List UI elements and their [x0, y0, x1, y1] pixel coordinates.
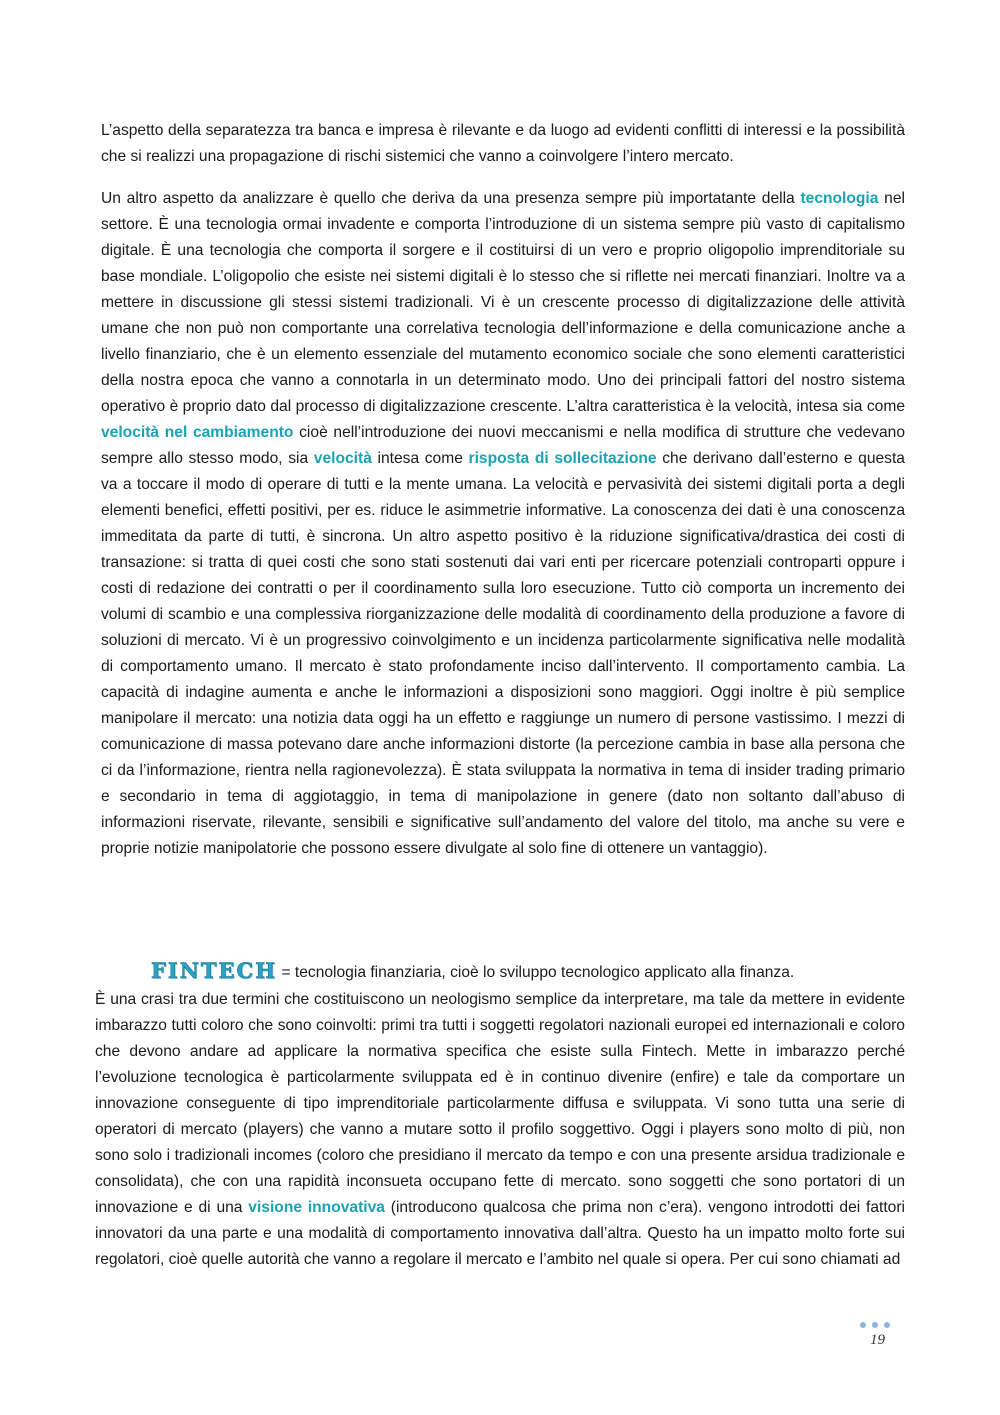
fintech-definition: = tecnologia finanziaria, cioè lo sviluppo tecnologico applicato alla finanza.	[277, 964, 795, 981]
paragraph-separatezza	[101, 118, 905, 170]
text-run: che derivano dall’esterno e questa va a toccare il modo di operare di tutti e la mente umana. La velocità e pervasività dei sistemi digitali porta a degli elementi benefici, effetti positivi, per es. riduce le asimmetrie informative. La conoscenza dei dati è una conoscenza immeditata da parte di tutti, è sincrona. Un altro aspetto positivo è la riduzione significativa/drastica dei costi di transazione: si tratta di quei costi che sono stati sostenuti dai vari enti per ricercare potenziali controparti oppure i costi di redazione dei contratti o per il coordinamento sulla loro esecuzione. Tutto ciò comporta un incremento dei volumi di scambio e una complessiva riorganizzazione delle modalità di coordinamento della produzione a favore di soluzioni di mercato. Vi è un progressivo coinvolgimento e un incidenza particolarmente significativa nelle modalità di comportamento umano. Il mercato è stato profondamente inciso dall’intervento. Il comportamento cambia. La capacità di indagine aumenta e anche le informazioni a disposizioni sono maggiori. Oggi inoltre è più semplice manipolare il mercato: una notizia data oggi ha un effetto e raggiunge un numero di persone vastissimo. I mezzi di comunicazione di massa potevano dare anche informazioni distorte (la percezione cambia in base alla persona che ci da l’informazione, rientra nella ragionevolezza). È stata sviluppata la normativa in tema di insider trading primario e secondario in tema di aggiotaggio, in tema di manipolazione in genere (dato non soltanto dall’abuso di informazioni riservate, rilevante, sensibili e significative sull’andamento del valore del titolo, ma anche su vere e proprie notizie manipolatorie che possono essere divulgate al solo fine di ottenere un vantaggio).	[101, 450, 905, 857]
highlight-tecnologia: tecnologia	[800, 190, 879, 207]
highlight-risposta-sollecitazione: risposta di sollecitazione	[468, 450, 657, 467]
fintech-logo: FINTECH	[151, 958, 278, 983]
text-run: intesa come	[371, 450, 469, 467]
dot	[860, 1322, 866, 1328]
text-run: È una crasi tra due termini che costituiscono un neologismo semplice da interpretare, ma tale da mettere in evidente imbarazzo tutti coloro che sono coinvolti: primi tra tutti i soggetti regolatori nazionali europei ed internazionali e coloro che devono andare ad applicare la normativa specifica che esiste sulla Fintech. Mette in imbarazzo perché l’evoluzione tecnologica è particolarmente sviluppata ed è in continuo divenire (enfire) e tale da comportare un innovazione conseguente di tipo imprenditoriale particolarmente diffusa e sviluppata. Vi sono tutta una serie di operatori di mercato (players) che vanno a mutare sotto il profilo soggettivo. Oggi i players sono molto di più, non sono solo i tradizionali incomes (coloro che presidiano il mercato da tempo e con una presente arsidua tradizionale e consolidata), che con una rapidità inconsueta occupano fette di mercato. sono soggetti che sono portatori di un innovazione e di una	[95, 991, 905, 1216]
dot	[872, 1322, 878, 1328]
text-run: Un altro aspetto da analizzare è quello che deriva da una presenza sempre più importatante della	[101, 190, 801, 207]
highlight-velocita-cambiamento: velocità nel cambiamento	[101, 424, 294, 441]
page-number: 19	[870, 1332, 885, 1348]
text-run: cioè nell’introduzione dei nuovi meccanismi e nella modifica di strutture che vedevano sempre allo stesso modo, sia	[101, 424, 905, 467]
paragraph-text	[95, 987, 905, 1273]
dot	[884, 1322, 890, 1328]
text-run: (introducono qualcosa che prima non c’era). vengono introdotti dei fattori innovatori da una parte e una modalità di comportamento innovativa dall’altra. Questo ha un impatto molto forte sui regolatori, cioè quelle autorità che vanno a regolare il mercato e l’ambito nel quale si opera. Per cui sono chiamati ad	[95, 1199, 906, 1268]
paragraph-text: L’aspetto della separatezza tra banca e impresa è rilevante e da luogo ad evidenti conflitti di interessi e la possibilità che si realizzi una propagazione di rischi sistemici che vanno a coinvolgere l’intero mercato.	[101, 122, 905, 165]
highlight-visione-innovativa: visione innovativa	[248, 1199, 385, 1216]
paragraph-fintech	[95, 987, 905, 1273]
dots-ornament	[860, 1322, 896, 1330]
fintech-heading	[151, 958, 911, 986]
paragraph-tecnologia	[101, 186, 905, 862]
paragraph-text	[101, 186, 905, 862]
text-run: nel settore. È una tecnologia ormai invadente e comporta l’introduzione di un sistema sempre più vasto di capitalismo digitale. È una tecnologia che comporta il sorgere e il costituirsi di un vero e proprio oligopolio imprenditoriale su base mondiale. L’oligopolio che esiste nei sistemi digitali è lo stesso che si riflette nei mercati finanziari. Inoltre va a mettere in discussione gli stessi sistemi tradizionali. Vi è un crescente processo di digitalizzazione delle attività umane che non può non comportante una correlativa tecnologia dell’informazione e della comunicazione anche a livello finanziario, che è un elemento essenziale del mutamento economico sociale che sono elementi caratteristici della nostra epoca che vanno a connotarla in un determinato modo. Uno dei principali fattori del nostro sistema operativo è proprio dato dal processo di digitalizzazione crescente. L’altra caratteristica è la velocità, intesa sia come	[101, 190, 905, 415]
page-number-footer	[855, 1322, 900, 1354]
highlight-velocita: velocità	[313, 450, 372, 467]
